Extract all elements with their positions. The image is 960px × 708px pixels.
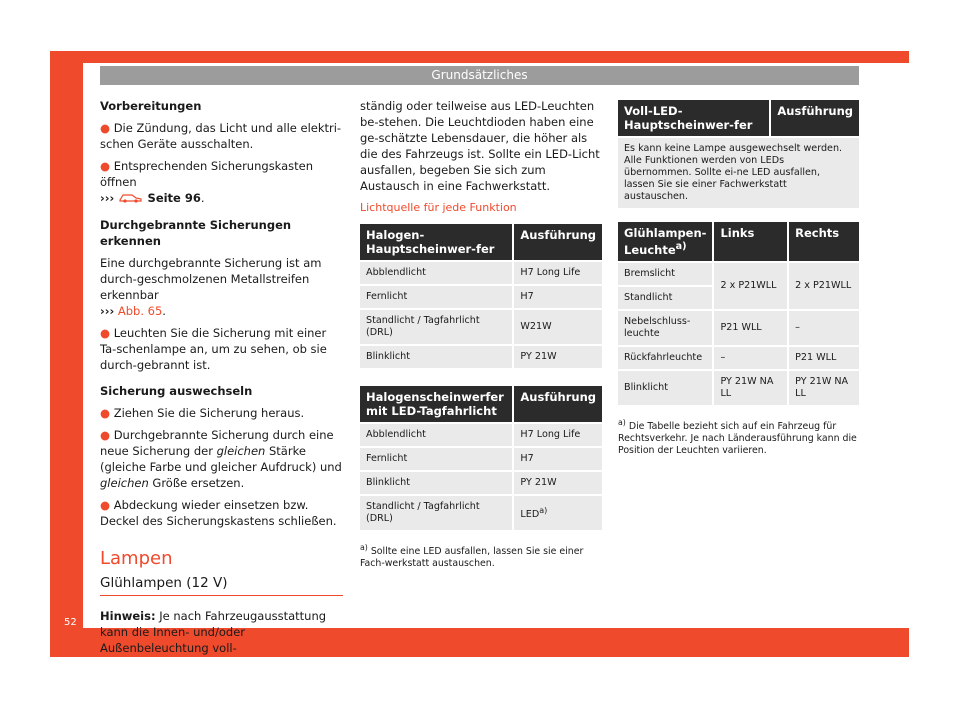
- table-row: Blinklicht PY 21W: [360, 346, 602, 368]
- figure-link[interactable]: Abb. 65: [117, 303, 163, 318]
- led-paragraph: ständig oder teilweise aus LED-Leuchten be-stehen. Die Leuchtdioden haben eine ge-schätzte Lebensdauer, die höher als die des Fahrzeugs ist. Sollte ein LED-Licht ausfallen, begeben Sie sich zum Austausch in eine Fachwerkstatt.: [360, 99, 600, 193]
- table-row: Nebelschluss-leuchte P21 WLL –: [618, 311, 859, 345]
- halogen-table-head-1: Halogen-Hauptscheinwer-fer: [360, 224, 512, 260]
- blown-text: Eine durchgebrannte Sicherung ist am durch-geschmolzenen Metallstreifen erkennbar ››› Abb. 65.: [100, 255, 322, 318]
- halogen-led-head-1: Halogenscheinwerfer mit LED-Tagfahrlicht: [360, 386, 512, 422]
- full-led-head-2: Ausführung: [769, 100, 859, 136]
- table-row: Standlicht / Tagfahrlicht (DRL) LED$^{a)}$: [360, 496, 602, 530]
- change-item-3: ● Abdeckung wieder einsetzen bzw. Deckel des Sicherungskastens schließen.: [100, 497, 337, 528]
- bulb-light-head-1: Glühlampen-Leuchte$^{a)}$: [618, 222, 712, 261]
- car-fuse-icon: [118, 191, 144, 207]
- change-heading: Sicherung auswechseln: [100, 383, 253, 398]
- halogen-table: [360, 222, 602, 370]
- blown-heading: Durchgebrannte Sicherungen erkennen: [100, 217, 292, 248]
- section-title: Lampen: [100, 547, 173, 569]
- prep-heading: Vorbereitungen: [100, 99, 202, 113]
- halogen-table-head-2: Ausführung: [512, 224, 602, 260]
- change-item-2: ● Durchgebrannte Sicherung durch eine neue Sicherung der gleichen Stärke (gleiche Farbe und gleicher Aufdruck) und gleichen Größe ersetzen.: [100, 427, 342, 490]
- footnote-ref: a): [539, 505, 548, 515]
- halogen-led-head-2: Ausführung: [512, 386, 602, 422]
- table-row: Fernlicht H7: [360, 448, 602, 470]
- prep-item-2: ● Entsprechenden Sicherungskasten öffnen ››› Seite 96.: [100, 159, 314, 205]
- full-led-table: [618, 98, 859, 210]
- table-row: Bremslicht 2 x P21WLL 2 x P21WLL: [618, 263, 859, 285]
- subsection-title: Glühlampen (12 V): [100, 575, 343, 596]
- bulb-light-head-3: Rechts: [787, 222, 859, 261]
- table-caption: Lichtquelle für jede Funktion: [360, 201, 517, 214]
- table-row: Standlicht: [618, 287, 859, 309]
- table-row: Standlicht / Tagfahrlicht (DRL) W21W: [360, 310, 602, 344]
- bulb-light-head-2: Links: [712, 222, 787, 261]
- halogen-led-table: [360, 384, 602, 532]
- hint-paragraph: Hinweis: Je nach Fahrzeugausstattung kann die Innen- und/oder Außenbeleuchtung voll-: [100, 608, 327, 655]
- bulb-light-table: [618, 220, 859, 407]
- footnote-middle: $^{a)}$ Sollte eine LED ausfallen, lassen Sie sie einer Fach-werkstatt austauschen.: [360, 543, 584, 570]
- table-row: Blinklicht PY 21W NA LL PY 21W NA LL: [618, 371, 859, 405]
- column-right: [618, 98, 859, 463]
- full-led-head-1: Voll-LED-Hauptscheinwer-fer: [618, 100, 769, 136]
- prep-page-link[interactable]: Seite 96: [147, 191, 201, 205]
- table-row: Es kann keine Lampe ausgewechselt werden. Alle Funktionen werden von LEDs übernommen. Sollte ei-ne LED ausfallen, lassen Sie sie einer Fachwerkstatt austauschen.: [618, 138, 859, 208]
- column-middle: [360, 98, 602, 576]
- table-row: Abblendlicht H7 Long Life: [360, 424, 602, 446]
- column-left: [100, 98, 343, 662]
- footnote-right: $^{a)}$ Die Tabelle bezieht sich auf ein Fahrzeug für Rechtsverkehr. Je nach Länderausführung kann die Position der Leuchten variieren.: [618, 417, 857, 456]
- table-row: Abblendlicht H7 Long Life: [360, 262, 602, 284]
- table-row: Blinklicht PY 21W: [360, 472, 602, 494]
- blown-item: ● Leuchten Sie die Sicherung mit einer Ta-schenlampe an, um zu sehen, ob sie durch-gebrannt ist.: [100, 325, 327, 372]
- prep-item-1: ● Die Zündung, das Licht und alle elektri-schen Geräte ausschalten.: [100, 121, 342, 151]
- table-row: Fernlicht H7: [360, 286, 602, 308]
- header-bar: Grundsätzliches: [100, 66, 859, 85]
- page-number: 52: [64, 617, 77, 628]
- table-row: Rückfahrleuchte – P21 WLL: [618, 347, 859, 369]
- change-item-1: ● Ziehen Sie die Sicherung heraus.: [100, 405, 305, 420]
